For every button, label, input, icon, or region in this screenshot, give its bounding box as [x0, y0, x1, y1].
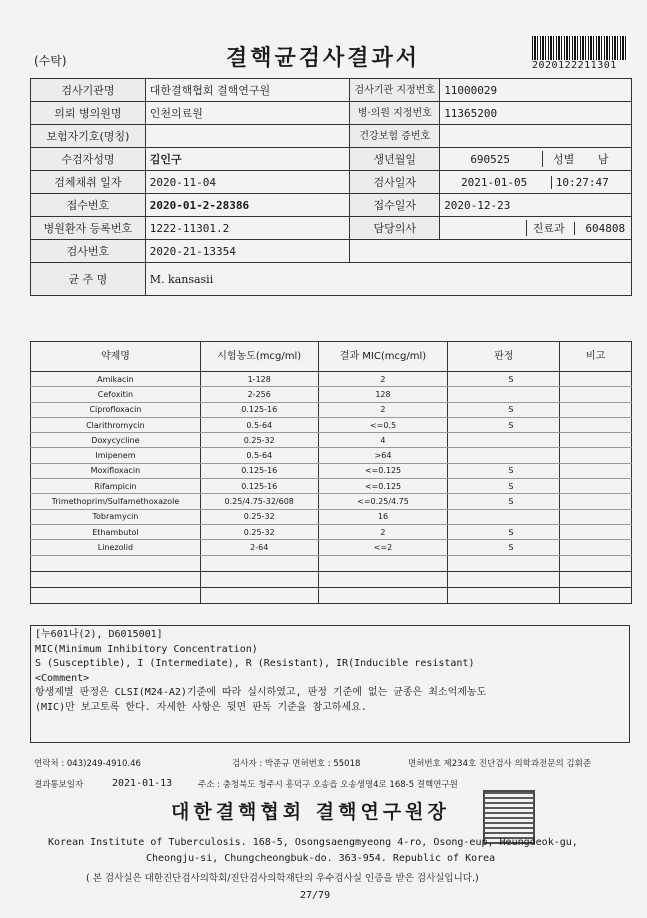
interpretation: S — [448, 494, 560, 509]
remark — [560, 417, 632, 432]
table-row-empty — [31, 571, 632, 587]
report-title: 결핵균검사결과서 — [226, 45, 421, 71]
comment-heading: <Comment> — [35, 672, 90, 684]
mic-value: 2 — [318, 372, 448, 387]
comment-mic: MIC(Minimum Inhibitory Concentration) — [35, 643, 258, 655]
institute-name: 대한결핵협회 결핵연구원장 — [171, 801, 450, 823]
drug-name: Imipenem — [31, 448, 201, 463]
insurer-label: 보험자기호(명칭) — [31, 125, 146, 148]
address-en-2: Cheongju-si, Chungcheongbuk-do. 363-954. Republic of Korea — [146, 853, 496, 864]
interpretation: S — [448, 463, 560, 478]
interpretation: S — [448, 372, 560, 387]
comment-line-1: 항생제별 판정은 CLSI(M24-A2)기준에 따라 실시하였고, 판정 기준에 없는 균종은 최소억제농도 — [35, 687, 487, 698]
col-remark: 비고 — [560, 342, 632, 372]
comment-legend: S (Susceptible), I (Intermediate), R (Resistant), IR(Inducible resistant) — [35, 658, 475, 669]
drug-name: Moxifloxacin — [31, 463, 201, 478]
species-name: M. kansasii — [145, 263, 631, 296]
test-range: 0.25-32 — [200, 524, 318, 539]
empty-cell — [200, 587, 318, 603]
test-no: 2020-21-13354 — [145, 240, 350, 263]
mic-value: 128 — [318, 387, 448, 402]
mic-value: <=0.5 — [318, 417, 448, 432]
drug-name: Ethambutol — [31, 524, 201, 539]
empty-cell — [560, 555, 632, 571]
insurer-value — [145, 125, 350, 148]
mic-value: 2 — [318, 524, 448, 539]
clinic-name: 인천의료원 — [145, 102, 350, 125]
doctor-dept-cell — [440, 217, 632, 240]
empty-cell — [318, 555, 448, 571]
test-date-cell — [440, 171, 632, 194]
notice-date: 2021-01-13 — [112, 778, 173, 789]
species-label: 균 주 명 — [31, 263, 146, 296]
interpretation: S — [448, 479, 560, 494]
test-range: 0.5-64 — [200, 417, 318, 432]
receipt-no: 2020-01-2-28386 — [145, 194, 350, 217]
dept-value: 604808 — [574, 222, 625, 235]
table-row — [31, 372, 632, 387]
short-address: 주소 : 충청북도 청주시 흥덕구 오송읍 오송생명4로 168-5 결핵연구원 — [198, 780, 458, 790]
barcode-icon — [532, 36, 628, 60]
interpretation: S — [448, 524, 560, 539]
receipt-no-label: 접수번호 — [31, 194, 146, 217]
info-table — [30, 78, 632, 296]
table-row-empty — [31, 555, 632, 571]
interpretation: S — [448, 417, 560, 432]
drug-name: Clarithromycin — [31, 417, 201, 432]
interpretation — [448, 448, 560, 463]
receipt-date: 2020-12-23 — [440, 194, 632, 217]
reg-no-label: 병원환자 등록번호 — [31, 217, 146, 240]
drug-name: Linezolid — [31, 540, 201, 555]
patient-label: 수검자성명 — [31, 148, 146, 171]
dept-label: 진료과 — [526, 220, 571, 236]
test-range: 0.125-16 — [200, 479, 318, 494]
drug-name: Doxycycline — [31, 433, 201, 448]
test-range: 0.25/4.75-32/608 — [200, 494, 318, 509]
drug-name: Rifampicin — [31, 479, 201, 494]
empty-cell — [448, 555, 560, 571]
table-row — [31, 387, 632, 402]
clinic-label: 의뢰 병의원명 — [31, 102, 146, 125]
test-range: 0.125-16 — [200, 402, 318, 417]
remark — [560, 524, 632, 539]
certification-note: ( 본 검사실은 대한진단검사의학회/진단검사의학재단의 우수검사실 인증을 받은 검사실입니다.) — [86, 873, 479, 884]
mic-value: <=0.125 — [318, 479, 448, 494]
test-range: 2-256 — [200, 387, 318, 402]
mic-value: 4 — [318, 433, 448, 448]
lab-name-label: 검사기관명 — [31, 79, 146, 102]
empty-cell — [200, 555, 318, 571]
col-drug: 약제명 — [31, 342, 201, 372]
remark — [560, 387, 632, 402]
mic-value: 2 — [318, 402, 448, 417]
drug-name: Tobramycin — [31, 509, 201, 524]
remark — [560, 463, 632, 478]
collect-date: 2020-11-04 — [145, 171, 350, 194]
table-row — [31, 433, 632, 448]
test-time: 10:27:47 — [551, 176, 618, 189]
table-row — [31, 402, 632, 417]
interpretation — [448, 433, 560, 448]
remark — [560, 372, 632, 387]
table-row — [31, 448, 632, 463]
remark — [560, 494, 632, 509]
drug-name: Cefoxitin — [31, 387, 201, 402]
remark — [560, 479, 632, 494]
patient-name: 김인구 — [145, 148, 350, 171]
table-row — [31, 417, 632, 432]
collect-label: 검체채취 일자 — [31, 171, 146, 194]
test-range: 0.5-64 — [200, 448, 318, 463]
empty-cell — [318, 587, 448, 603]
interpretation — [448, 387, 560, 402]
remark — [560, 433, 632, 448]
inspector: 검사자 : 박준규 면허번호 : 55018 — [232, 759, 361, 769]
col-interp: 판정 — [448, 342, 560, 372]
official-seal-icon — [483, 790, 535, 844]
col-mic: 결과 MIC(mcg/ml) — [318, 342, 448, 372]
table-row — [31, 494, 632, 509]
test-date: 2021-01-05 — [461, 175, 528, 189]
empty-cell — [200, 571, 318, 587]
remark — [560, 402, 632, 417]
comment-code: [누601나(2), D6015001] — [35, 629, 163, 640]
test-no-label: 검사번호 — [31, 240, 146, 263]
interpretation: S — [448, 540, 560, 555]
comment-box — [30, 625, 630, 743]
notice-date-label: 결과통보일자 — [34, 780, 84, 790]
mic-value: <=2 — [318, 540, 448, 555]
dob-sex-cell — [440, 148, 632, 171]
drug-name: Trimethoprim/Sulfamethoxazole — [31, 494, 201, 509]
insurance-label: 건강보험 증번호 — [350, 125, 440, 148]
drug-name: Ciprofloxacin — [31, 402, 201, 417]
receipt-date-label: 접수일자 — [350, 194, 440, 217]
interpretation: S — [448, 402, 560, 417]
sex-value: 남 — [597, 153, 609, 166]
license: 면허번호 제234호 진단검사 의학과전문의 김휘준 — [408, 759, 592, 769]
insurance-value — [440, 125, 632, 148]
table-row — [31, 524, 632, 539]
drug-name: Amikacin — [31, 372, 201, 387]
doctor-label: 담당의사 — [350, 217, 440, 240]
table-row — [31, 463, 632, 478]
remark — [560, 540, 632, 555]
table-row-empty — [31, 587, 632, 603]
lab-code-label: 검사기관 지정번호 — [350, 79, 440, 102]
susceptibility-table — [30, 341, 632, 604]
dob-label: 생년월일 — [350, 148, 440, 171]
empty-cell — [448, 587, 560, 603]
consignment-tag: (수탁) — [34, 54, 67, 68]
empty-cell — [31, 587, 201, 603]
barcode-number: 2020122211301 — [532, 60, 617, 71]
address-en-1: Korean Institute of Tuberculosis. 168-5, Osongsaengmyeong 4-ro, Osong-eup, Heungdeok-gu, — [48, 837, 578, 848]
lab-code: 11000029 — [440, 79, 632, 102]
empty-cell — [31, 555, 201, 571]
drug-rows — [31, 372, 632, 604]
contact: 연락처 : 043)249-4910.46 — [34, 759, 141, 769]
dob-value: 690525 — [470, 153, 511, 166]
table-row — [31, 479, 632, 494]
reg-no: 1222-11301.2 — [145, 217, 350, 240]
empty-cell — [350, 240, 632, 263]
test-date-label: 검사일자 — [350, 171, 440, 194]
empty-cell — [448, 571, 560, 587]
clinic-code: 11365200 — [440, 102, 632, 125]
clinic-code-label: 병·의원 지정번호 — [350, 102, 440, 125]
test-range: 2-64 — [200, 540, 318, 555]
empty-cell — [560, 571, 632, 587]
table-row — [31, 540, 632, 555]
sex-label: 성별 — [542, 151, 585, 167]
comment-line-2: (MIC)만 보고토록 한다. 자세한 사항은 뒷면 판독 기준을 참고하세요. — [35, 701, 367, 713]
remark — [560, 448, 632, 463]
col-range: 시험농도(mcg/ml) — [200, 342, 318, 372]
empty-cell — [318, 571, 448, 587]
remark — [560, 509, 632, 524]
empty-cell — [560, 587, 632, 603]
empty-cell — [31, 571, 201, 587]
test-range: 0.25-32 — [200, 433, 318, 448]
mic-value: 16 — [318, 509, 448, 524]
lab-name: 대한결핵협회 결핵연구원 — [145, 79, 350, 102]
test-range: 0.25-32 — [200, 509, 318, 524]
page-number: 27/79 — [300, 890, 331, 901]
mic-value: <=0.25/4.75 — [318, 494, 448, 509]
test-range: 0.125-16 — [200, 463, 318, 478]
test-range: 1-128 — [200, 372, 318, 387]
table-row — [31, 509, 632, 524]
mic-value: >64 — [318, 448, 448, 463]
interpretation — [448, 509, 560, 524]
mic-value: <=0.125 — [318, 463, 448, 478]
